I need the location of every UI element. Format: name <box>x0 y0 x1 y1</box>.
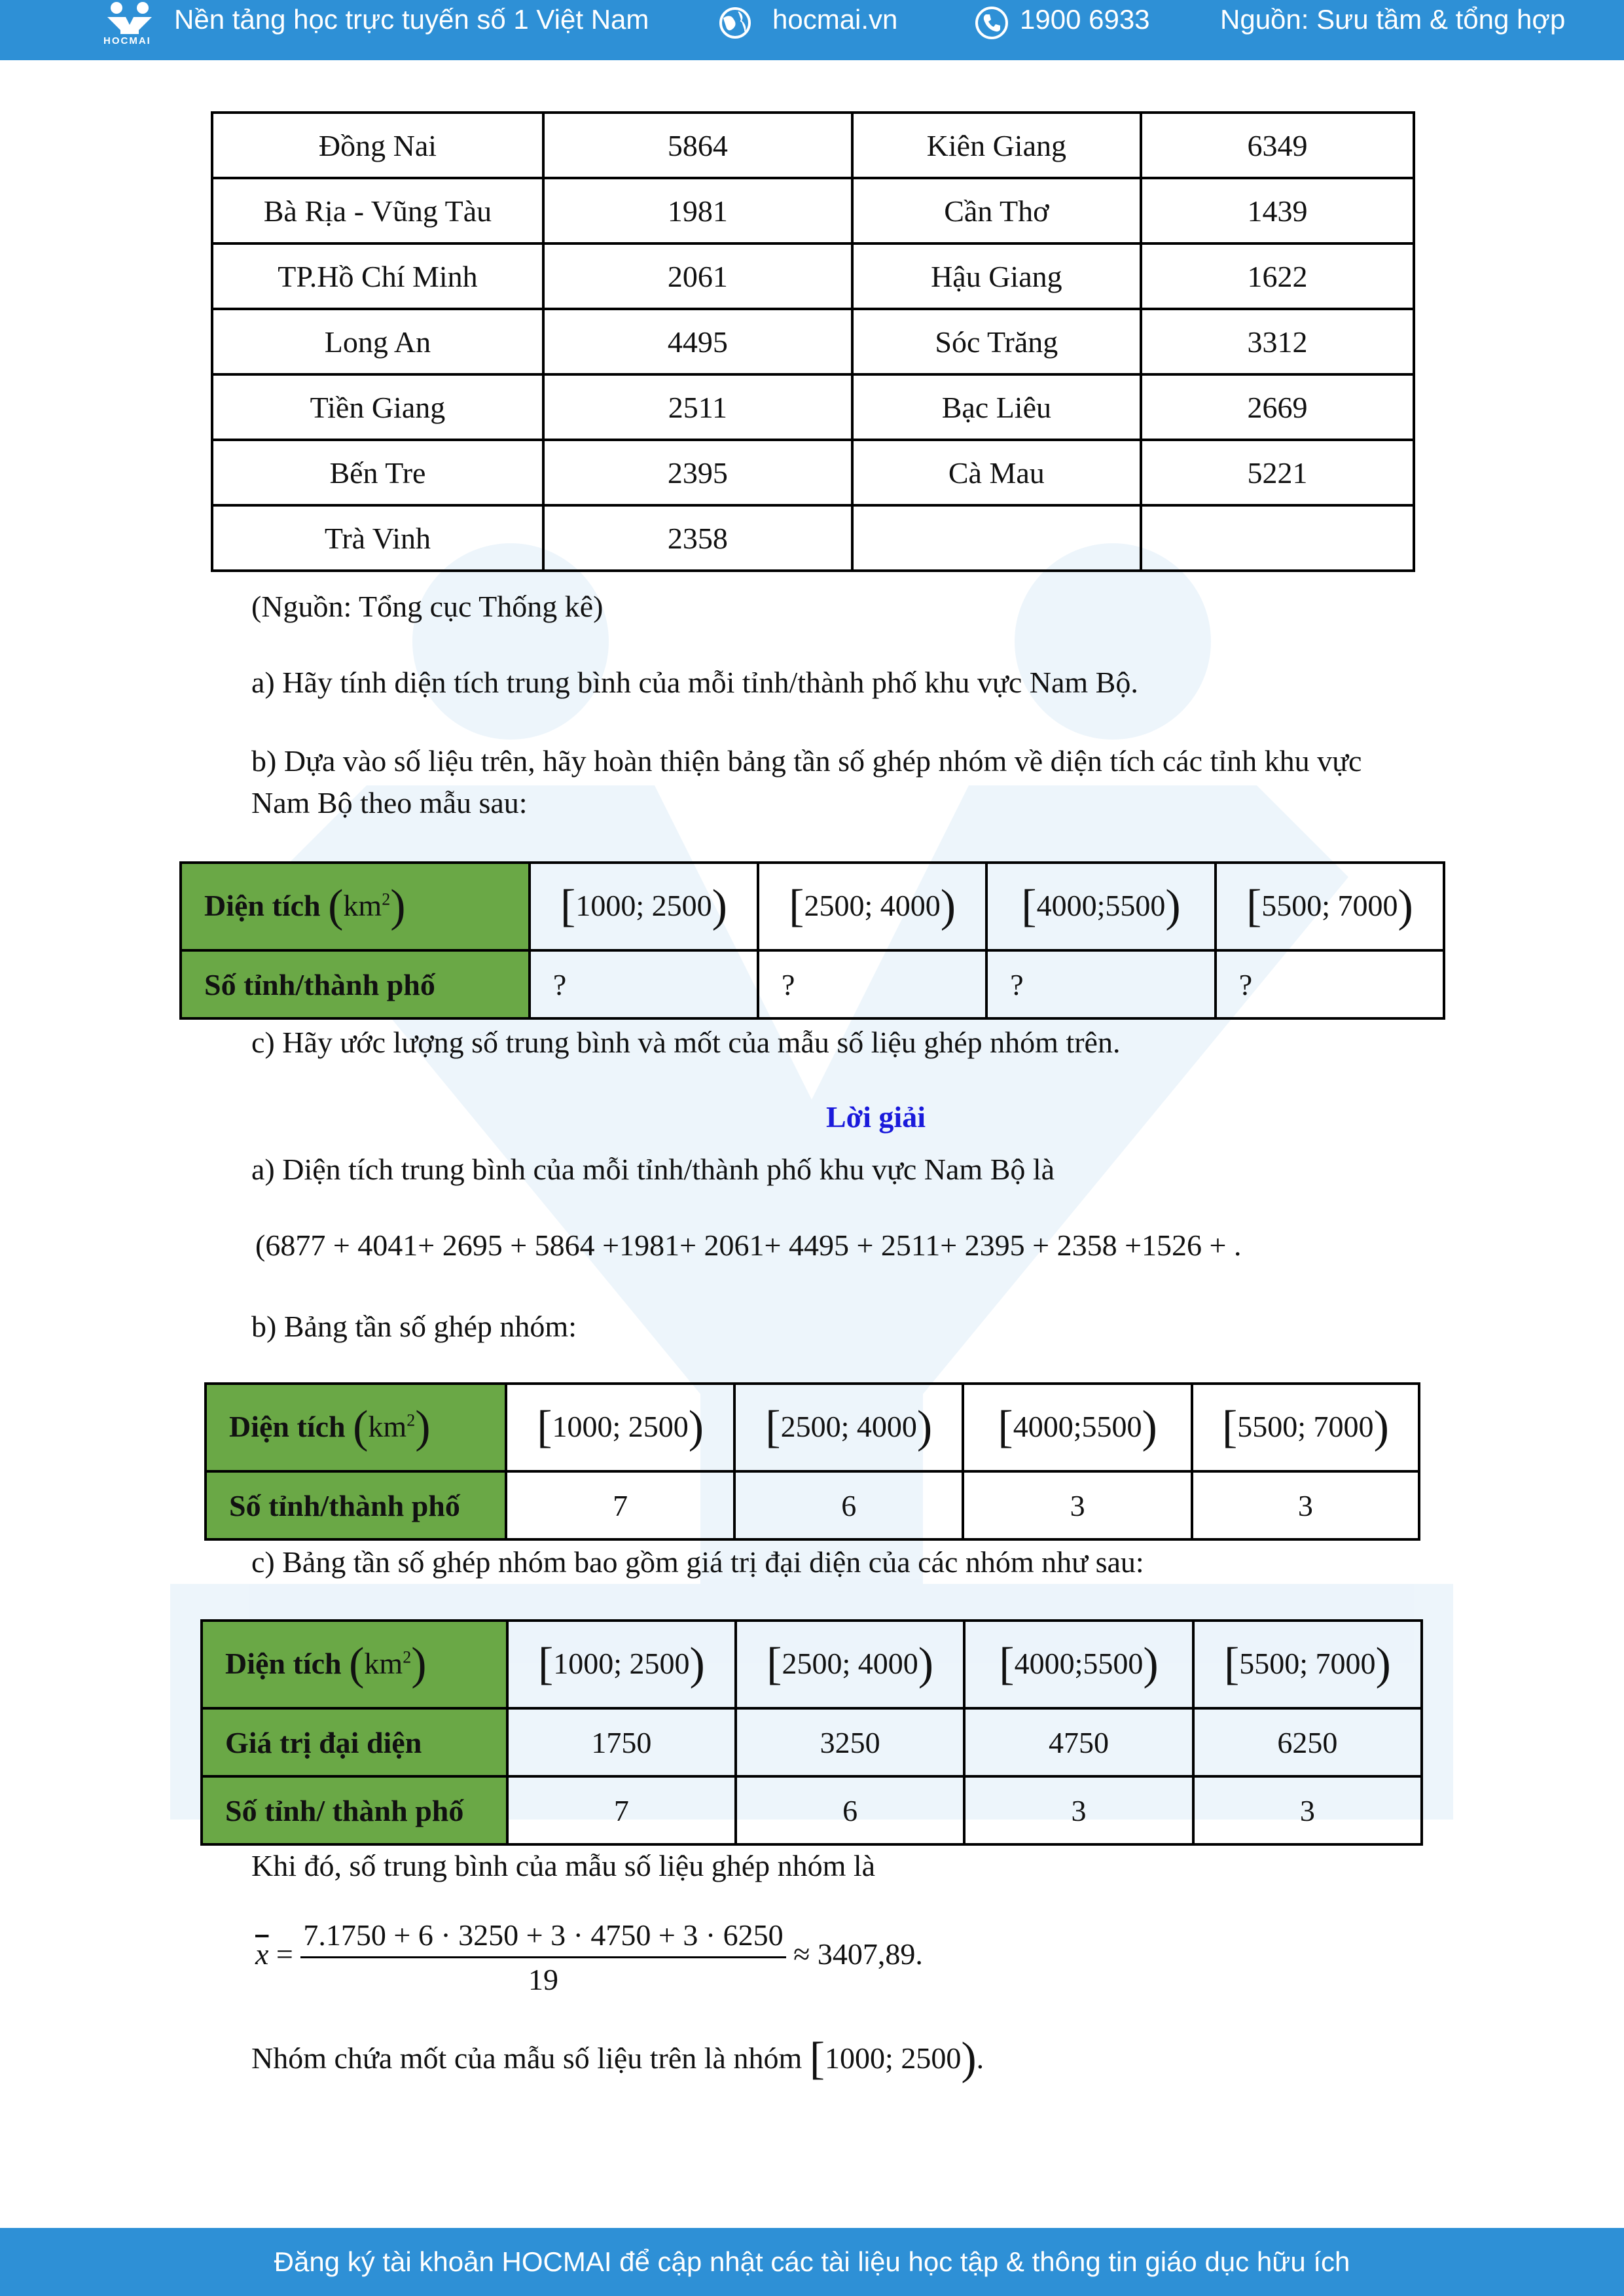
province-cell: Sóc Trăng <box>852 309 1141 374</box>
header-source: Nguồn: Sưu tầm & tổng hợp <box>1220 4 1566 35</box>
province-cell: Bà Rịa - Vũng Tàu <box>212 178 543 243</box>
source-note: (Nguồn: Tổng cục Thống kê) <box>251 590 604 623</box>
globe-icon <box>717 5 753 41</box>
question-b-line1: b) Dựa vào số liệu trên, hãy hoàn thiện bảng tần số ghép nhóm về diện tích các tỉnh khu vực <box>251 744 1362 778</box>
count-label-cell: Số tỉnh/thành phố <box>206 1471 506 1539</box>
interval-cell: [5500; 7000) <box>1193 1621 1422 1708</box>
table-row <box>212 374 1414 440</box>
table-row <box>212 505 1414 571</box>
question-a: a) Hãy tính diện tích trung bình của mỗi tỉnh/thành phố khu vực Nam Bộ. <box>251 666 1138 699</box>
interval-cell: [4000;5500) <box>986 863 1216 950</box>
header-website-link[interactable]: hocmai.vn <box>772 4 898 35</box>
count-label-cell: Số tỉnh/thành phố <box>181 950 530 1018</box>
mean-result: ≈ 3407,89. <box>793 1937 923 1971</box>
province-cell: Hậu Giang <box>852 243 1141 309</box>
sum-expression: (6877 + 4041+ 2695 + 5864 +1981+ 2061+ 4495 + 2511+ 2395 + 2358 +1526 + . <box>255 1229 1242 1262</box>
area-value-cell: 2395 <box>543 440 852 505</box>
area-value-cell: 1981 <box>543 178 852 243</box>
area-value-cell: 1622 <box>1141 243 1414 309</box>
province-cell: Trà Vinh <box>212 505 543 571</box>
count-cell: 6 <box>734 1471 963 1539</box>
province-cell: Kiên Giang <box>852 113 1141 178</box>
interval-cell: [2500; 4000) <box>734 1384 963 1471</box>
area-value-cell <box>1141 505 1414 571</box>
table-row <box>212 113 1414 178</box>
province-cell: Long An <box>212 309 543 374</box>
mean-formula: $\overline{x}$ = $\frac{7.1750 + 6 \cdot 3250 + 3 \cdot 4750 + 3 \cdot 6250}{19}$ ≈ 3407,89. <box>255 1918 923 1996</box>
question-c: c) Hãy ước lượng số trung bình và mốt của mẫu số liệu ghép nhóm trên. <box>251 1026 1121 1059</box>
interval-cell: [1000; 2500) <box>506 1384 734 1471</box>
province-cell: TP.Hồ Chí Minh <box>212 243 543 309</box>
mean-numerator: 7.1750 + 6 · 3250 + 3 · 4750 + 3 · 6250 <box>300 1918 785 1958</box>
province-cell: Cần Thơ <box>852 178 1141 243</box>
mean-intro: Khi đó, số trung bình của mẫu số liệu ghép nhóm là <box>251 1849 876 1882</box>
count-cell: 3 <box>963 1471 1192 1539</box>
answer-b: b) Bảng tần số ghép nhóm: <box>251 1310 577 1343</box>
count-cell: 7 <box>506 1471 734 1539</box>
footer-bar <box>0 2228 1624 2296</box>
province-cell: Tiền Giang <box>212 374 543 440</box>
count-cell: 7 <box>507 1776 736 1844</box>
area-header-cell: Diện tích $(km^2)$ <box>206 1384 506 1471</box>
province-cell: Bến Tre <box>212 440 543 505</box>
province-cell: Đồng Nai <box>212 113 543 178</box>
area-header-cell: Diện tích $(km^2)$ <box>181 863 530 950</box>
interval-cell: [1000; 2500) <box>530 863 758 950</box>
interval-cell: [5500; 7000) <box>1192 1384 1419 1471</box>
table-row <box>212 309 1414 374</box>
question-b-line2: Nam Bộ theo mẫu sau: <box>251 786 528 819</box>
footer-text[interactable]: Đăng ký tài khoản HOCMAI để cập nhật các tài liệu học tập & thông tin giáo dục hữu ích <box>274 2246 1350 2277</box>
rep-label-cell: Giá trị đại diện <box>202 1708 507 1776</box>
phone-icon <box>974 5 1009 41</box>
rep-value-cell: 1750 <box>507 1708 736 1776</box>
interval-cell: [4000;5500) <box>964 1621 1193 1708</box>
representative-table <box>200 1619 1423 1846</box>
area-value-cell: 2511 <box>543 374 852 440</box>
count-cell: ? <box>1216 950 1444 1018</box>
mean-symbol: $\overline{x}$ <box>255 1937 269 1971</box>
table-row <box>212 178 1414 243</box>
area-header-cell: Diện tích $(km^2)$ <box>202 1621 507 1708</box>
mean-fraction <box>300 1918 785 1997</box>
area-value-cell: 1439 <box>1141 178 1414 243</box>
interval-cell: [5500; 7000) <box>1216 863 1444 950</box>
area-value-cell: 4495 <box>543 309 852 374</box>
interval-cell: [4000;5500) <box>963 1384 1192 1471</box>
area-table <box>211 111 1415 572</box>
template-frequency-table <box>179 861 1445 1020</box>
province-cell: Cà Mau <box>852 440 1141 505</box>
area-value-cell: 6349 <box>1141 113 1414 178</box>
header-bar <box>0 0 1624 60</box>
table-row <box>212 243 1414 309</box>
count-label-cell: Số tỉnh/ thành phố <box>202 1776 507 1844</box>
count-cell: 3 <box>964 1776 1193 1844</box>
answer-a: a) Diện tích trung bình của mỗi tỉnh/thành phố khu vực Nam Bộ là <box>251 1153 1055 1186</box>
mean-denominator: 19 <box>528 1963 559 1996</box>
area-value-cell: 3312 <box>1141 309 1414 374</box>
count-cell: 6 <box>736 1776 964 1844</box>
interval-cell: [1000; 2500) <box>507 1621 736 1708</box>
count-cell: ? <box>758 950 986 1018</box>
province-cell: Bạc Liêu <box>852 374 1141 440</box>
area-value-cell: 2669 <box>1141 374 1414 440</box>
mode-sentence: Nhóm chứa mốt của mẫu số liệu trên là nhóm [1000; 2500). <box>251 2034 984 2084</box>
answer-c: c) Bảng tần số ghép nhóm bao gồm giá trị đại diện của các nhóm như sau: <box>251 1545 1144 1579</box>
table-row <box>212 440 1414 505</box>
interval-cell: [2500; 4000) <box>758 863 986 950</box>
rep-value-cell: 4750 <box>964 1708 1193 1776</box>
logo-text: HOCMAI <box>103 35 151 46</box>
area-value-cell: 5864 <box>543 113 852 178</box>
area-value-cell: 5221 <box>1141 440 1414 505</box>
province-cell <box>852 505 1141 571</box>
solution-title: Lời giải <box>826 1100 926 1134</box>
count-cell: 3 <box>1193 1776 1422 1844</box>
area-value-cell: 2061 <box>543 243 852 309</box>
header-tagline: Nền tảng học trực tuyến số 1 Việt Nam <box>174 4 649 35</box>
mode-interval: 1000; 2500 <box>825 2041 962 2075</box>
rep-value-cell: 3250 <box>736 1708 964 1776</box>
interval-cell: [2500; 4000) <box>736 1621 964 1708</box>
answer-frequency-table <box>204 1382 1420 1541</box>
area-value-cell: 2358 <box>543 505 852 571</box>
count-cell: ? <box>986 950 1216 1018</box>
count-cell: 3 <box>1192 1471 1419 1539</box>
count-cell: ? <box>530 950 758 1018</box>
mode-text: Nhóm chứa mốt của mẫu số liệu trên là nhóm <box>251 2041 803 2075</box>
header-phone[interactable]: 1900 6933 <box>1020 4 1150 35</box>
rep-value-cell: 6250 <box>1193 1708 1422 1776</box>
